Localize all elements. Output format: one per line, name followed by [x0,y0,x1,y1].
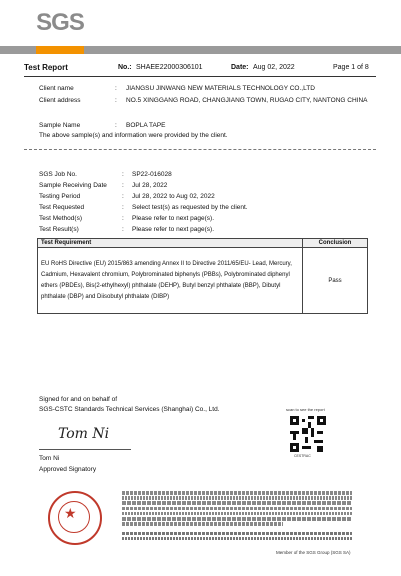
qr-caption: scan to see the report [286,407,325,412]
client-name-label: Client name [39,85,74,92]
report-date: Aug 02, 2022 [253,64,295,71]
company-seal-icon: ★ [48,491,102,545]
section-divider [24,149,376,150]
colon: : [115,97,117,104]
colon: : [122,171,124,178]
sgs-group-member: Member of the SGS Group (SGS SA) [276,550,351,555]
report-no: SHAEE22000306101 [136,64,203,71]
signed-line: Signed for and on behalf of [39,396,118,403]
qr-code-icon[interactable] [290,416,326,452]
test-method-label: Test Method(s) [39,215,82,222]
test-requested-label: Test Requested [39,204,85,211]
report-title: Test Report [24,63,68,72]
handwritten-signature: Tom Ni [58,426,110,442]
signatory-name: Tom Ni [39,455,60,462]
table-requirement-cell: EU RoHS Directive (EU) 2015/863 amending Annex II to Directive 2011/65/EU- Lead, Mercury, Cadmium, Hexavalent chromium, Polybrominated biphenyls (PBBs), Polybrominated diphenyl ethers (PBDEs), Bis(2-ethylhexyl) phthalate (DEHP), Butyl benzyl phthalate (BBP), Dibutyl phthalate (DBP) and Diisobutyl phthalate (DIBP) [38,248,303,314]
colon: : [122,193,124,200]
signature-rule [39,449,131,450]
test-result-label: Test Result(s) [39,226,79,233]
client-name: JIANGSU JINWANG NEW MATERIALS TECHNOLOGY CO.,LTD [126,85,315,92]
test-requested: Select test(s) as requested by the client. [132,204,248,211]
colon: : [122,226,124,233]
address-fine-print [122,532,352,540]
qr-code-label: CESTRAC [294,454,311,458]
report-date-label: Date: [231,64,249,71]
job-no-label: SGS Job No. [39,171,77,178]
test-method: Please refer to next page(s). [132,215,215,222]
terms-fine-print [122,491,352,526]
colon: : [115,122,117,129]
page-number: Page 1 of 8 [333,64,369,71]
report-no-label: No.: [118,64,132,71]
sample-name-label: Sample Name [39,122,81,129]
signatory-title: Approved Signatory [39,466,97,473]
job-no: SP22-016028 [132,171,172,178]
colon: : [122,182,124,189]
receiving-date-label: Sample Receiving Date [39,182,107,189]
table-conclusion-cell: Pass [303,248,368,314]
brand-bar [0,46,401,54]
company-line: SGS-CSTC Standards Technical Services (Shanghai) Co., Ltd. [39,406,220,413]
colon: : [122,215,124,222]
testing-period: Jul 28, 2022 to Aug 02, 2022 [132,193,215,200]
test-result: Please refer to next page(s). [132,226,215,233]
table-header-requirement: Test Requirement [38,239,303,248]
sgs-logo: SGS [36,9,84,36]
testing-period-label: Testing Period [39,193,81,200]
header-rule [24,76,376,77]
sample-note: The above sample(s) and information were provided by the client. [39,132,228,139]
table-header-conclusion: Conclusion [303,239,368,248]
test-requirement-table [37,238,368,314]
colon: : [122,204,124,211]
colon: : [115,85,117,92]
client-address: NO.5 XINGGANG ROAD, CHANGJIANG TOWN, RUGAO CITY, NANTONG CHINA [126,97,368,104]
sample-name: BOPLA TAPE [126,122,166,129]
client-address-label: Client address [39,97,81,104]
receiving-date: Jul 28, 2022 [132,182,168,189]
